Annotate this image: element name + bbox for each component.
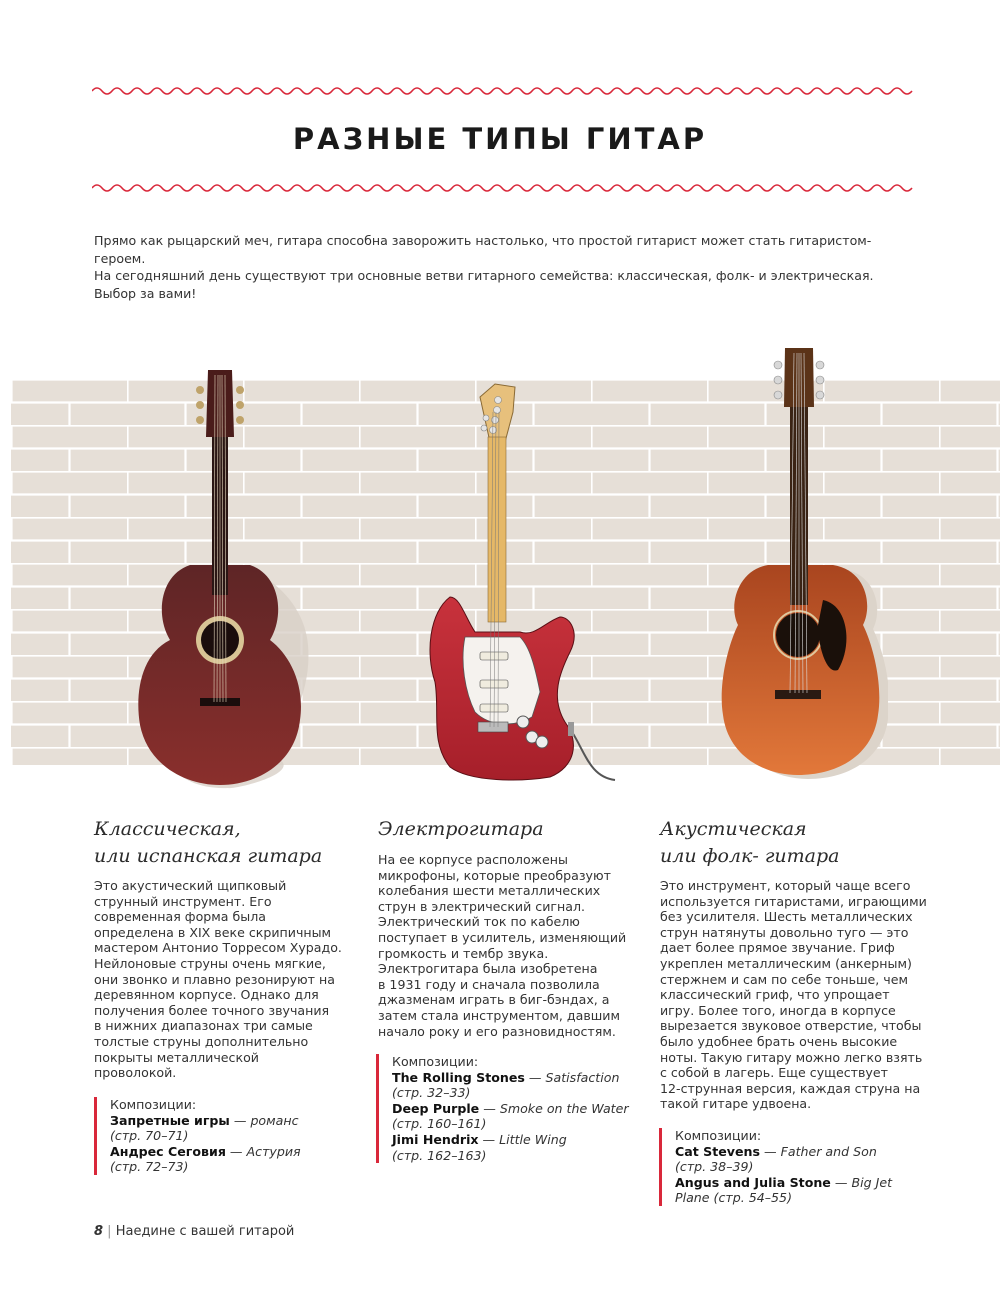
song-pages-text: (стр. 32–33): [392, 1085, 471, 1101]
intro-line: На сегодняшний день существуют три основные ветви гитарного семейства: классическая, фолк- и электрическая.: [94, 268, 874, 283]
text-line: затем стала инструментом, давшим: [378, 1007, 620, 1023]
text-line: мастером Антонио Торресом Хурадо.: [94, 940, 342, 956]
text-line: струн натянуты довольно туго — это: [660, 924, 909, 940]
song-title: Астурия: [246, 1143, 301, 1159]
song-artist: Cat Stevens: [675, 1143, 760, 1159]
song-pages: [675, 1159, 925, 1175]
song-separator: —: [760, 1143, 781, 1159]
classical-songs: [94, 1097, 360, 1175]
text-line: определена в XIX веке скрипичным: [94, 924, 332, 940]
song-title: Father and Son: [780, 1143, 877, 1159]
song-title: Big Jet: [851, 1174, 893, 1190]
song-separator: —: [478, 1131, 500, 1147]
text-line: в 1931 году и сначала позволила: [378, 976, 600, 992]
song-pages: [110, 1159, 360, 1175]
text-line: поступает в усилитель, изменяющий: [378, 929, 627, 945]
song-artist: Jimi Hendrix: [392, 1131, 479, 1147]
page-title: РАЗНЫЕ ТИПЫ ГИТАР: [292, 122, 708, 156]
song-separator: —: [225, 1143, 247, 1159]
acoustic-heading-line2: или фолк- гитара: [660, 845, 840, 867]
text-line: с собой в лагерь. Еще существует: [660, 1065, 888, 1081]
song-pages-text: (стр. 38–39): [675, 1159, 754, 1175]
text-line: проволокой.: [94, 1065, 177, 1081]
electric-songs: [376, 1054, 652, 1163]
text-line: дает более прямое звучание. Гриф: [660, 940, 895, 956]
text-line: используется гитаристами, играющими: [660, 893, 927, 909]
text-line: толстые струны дополнительно: [94, 1033, 309, 1049]
song-artist: The Rolling Stones: [392, 1069, 525, 1085]
song-entry: [675, 1175, 925, 1191]
text-line: такой гитаре удвоена.: [660, 1096, 812, 1112]
acoustic-heading-line1: Акустическая: [660, 818, 807, 840]
text-line: микрофоны, которые преобразуют: [378, 867, 611, 883]
song-pages: [392, 1085, 652, 1101]
text-line: было удобнее брать очень высокие: [660, 1033, 898, 1049]
song-pages-text: (стр. 72–73): [110, 1159, 189, 1175]
text-line: Это инструмент, который чаще всего: [660, 878, 911, 893]
text-line: струн в электрический сигнал.: [378, 898, 586, 914]
song-separator: —: [479, 1100, 500, 1116]
song-pages: [675, 1190, 925, 1206]
song-entry: [110, 1113, 360, 1129]
song-artist: Андрес Сеговия: [110, 1143, 226, 1159]
text-line: 12-струнная версия, каждая струна на: [660, 1080, 921, 1096]
footer-separator: |: [103, 1224, 116, 1239]
page-footer: [94, 1224, 294, 1239]
intro-line: Прямо как рыцарский меч, гитара способна заворожить настолько, что простой гитарист может стать гитаристом-героем.: [94, 233, 872, 266]
song-title: Little Wing: [499, 1131, 567, 1147]
text-line: громкость и тембр звука.: [378, 945, 549, 961]
classical-heading-line2: или испанская гитара: [94, 845, 323, 867]
page-number: 8: [94, 1224, 104, 1239]
song-pages: [392, 1116, 652, 1132]
song-pages: [110, 1128, 360, 1144]
acoustic-description: [660, 878, 960, 1112]
text-line: деревянном корпусе. Однако для: [94, 987, 319, 1003]
electric-guitar-illustration: [420, 382, 620, 792]
classical-heading: [94, 816, 322, 870]
song-title: Smoke on the Water: [499, 1100, 629, 1116]
text-line: колебания шести металлических: [378, 883, 601, 899]
text-line: вырезается звуковое отверстие, чтобы: [660, 1018, 922, 1034]
song-pages-text: Plane (стр. 54–55): [675, 1190, 792, 1206]
songs-label: Композиции:: [110, 1097, 197, 1112]
songs-label: Композиции:: [392, 1054, 479, 1069]
text-line: они звонко и плавно резонируют на: [94, 971, 335, 987]
classical-description: [94, 878, 364, 1081]
electric-heading-line1: Электрогитара: [378, 818, 544, 840]
song-artist: Deep Purple: [392, 1100, 480, 1116]
book-title: Наедине с вашей гитарой: [115, 1224, 295, 1239]
song-separator: —: [524, 1069, 546, 1085]
song-pages-text: (стр. 160–161): [392, 1116, 487, 1132]
text-line: получения более точного звучания: [94, 1002, 330, 1018]
electric-heading: [378, 816, 544, 843]
song-entry: [392, 1132, 652, 1148]
classical-heading-line1: Классическая,: [94, 818, 241, 840]
intro-line: Выбор за вами!: [94, 285, 197, 301]
text-line: в нижних диапазонах три самые: [94, 1018, 313, 1034]
acoustic-songs: [659, 1128, 925, 1206]
text-line: классический гриф, что упрощает: [660, 987, 890, 1003]
text-line: современная форма была: [94, 909, 266, 925]
acoustic-heading: [660, 816, 840, 870]
bottom-wave-divider: [92, 182, 916, 194]
text-line: На ее корпусе расположены: [378, 852, 568, 867]
song-entry: [392, 1070, 652, 1086]
song-separator: —: [229, 1112, 251, 1128]
text-line: начало року и его разновидностям.: [378, 1023, 616, 1039]
song-title: романс: [250, 1112, 299, 1128]
song-pages: [392, 1148, 652, 1164]
song-artist: Angus and Julia Stone: [675, 1174, 831, 1190]
text-line: покрыты металлической: [94, 1049, 259, 1065]
song-pages-text: (стр. 70–71): [110, 1128, 189, 1144]
text-line: укреплен металлическим (анкерным): [660, 955, 912, 971]
electric-description: [378, 852, 648, 1039]
classical-guitar-illustration: [130, 365, 315, 790]
song-title: Satisfaction: [545, 1069, 620, 1085]
text-line: струнный инструмент. Его: [94, 893, 272, 909]
song-entry: [675, 1144, 925, 1160]
acoustic-guitar-illustration: [718, 345, 888, 790]
text-line: ноты. Такую гитару можно легко взять: [660, 1049, 923, 1065]
text-line: без усилителя. Шесть металлических: [660, 909, 913, 925]
song-entry: [392, 1101, 652, 1117]
text-line: Электрогитара была изобретена: [378, 961, 598, 977]
text-line: Нейлоновые струны очень мягкие,: [94, 955, 326, 971]
top-wave-divider: [92, 85, 916, 97]
songs-label: Композиции:: [675, 1128, 762, 1143]
text-line: игру. Более того, иногда в корпусе: [660, 1002, 896, 1018]
intro-paragraph: [94, 232, 914, 302]
song-separator: —: [830, 1174, 852, 1190]
song-artist: Запретные игры: [110, 1112, 230, 1128]
text-line: стержнем и сам по себе тоньше, чем: [660, 971, 908, 987]
text-line: джазменам играть в биг-бэндах, а: [378, 992, 610, 1008]
text-line: Электрический ток по кабелю: [378, 914, 580, 930]
song-entry: [110, 1144, 360, 1160]
song-pages-text: (стр. 162–163): [392, 1147, 487, 1163]
text-line: Это акустический щипковый: [94, 878, 287, 893]
